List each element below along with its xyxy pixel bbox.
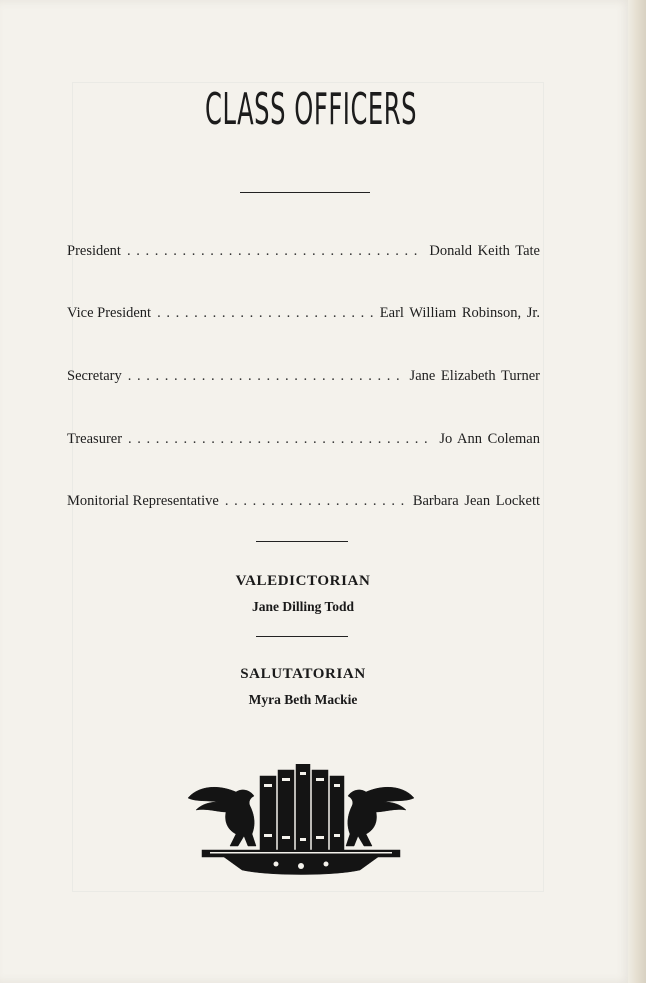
officers-divider — [256, 541, 348, 542]
dot-leader — [128, 368, 404, 385]
officer-role: Treasurer — [67, 431, 123, 447]
valedictorian-title: VALEDICTORIAN — [235, 573, 371, 589]
officer-name: Donald Keith Tate — [429, 243, 540, 259]
officer-role: Vice President — [67, 305, 152, 321]
officer-row-monitorial-representative — [67, 493, 540, 510]
griffins-with-books-emblem-icon — [184, 764, 418, 880]
salutatorian-name: Myra Beth Mackie — [248, 692, 358, 707]
officer-row-vice-president — [67, 305, 540, 322]
dot-leader — [225, 493, 407, 510]
paper-edge — [628, 0, 646, 983]
officer-row-treasurer — [67, 431, 540, 448]
dot-leader — [157, 305, 374, 322]
officer-row-secretary — [67, 368, 540, 385]
officer-role: Monitorial Representative — [67, 493, 219, 509]
title-divider — [240, 192, 370, 193]
salutatorian-title: SALUTATORIAN — [240, 666, 366, 682]
dot-leader — [127, 243, 423, 260]
officer-name: Earl William Robinson, Jr. — [379, 305, 540, 321]
officer-name: Jane Elizabeth Turner — [409, 368, 540, 384]
officer-name: Barbara Jean Lockett — [412, 493, 540, 509]
dot-leader — [128, 431, 433, 448]
officer-role: Secretary — [67, 368, 122, 384]
officer-role: President — [67, 243, 121, 259]
honors-divider — [256, 636, 348, 637]
page-title: CLASS OFFICERS — [205, 84, 418, 135]
valedictorian-name: Jane Dilling Todd — [251, 599, 355, 614]
officer-name: Jo Ann Coleman — [439, 431, 540, 447]
officer-row-president — [67, 243, 540, 260]
